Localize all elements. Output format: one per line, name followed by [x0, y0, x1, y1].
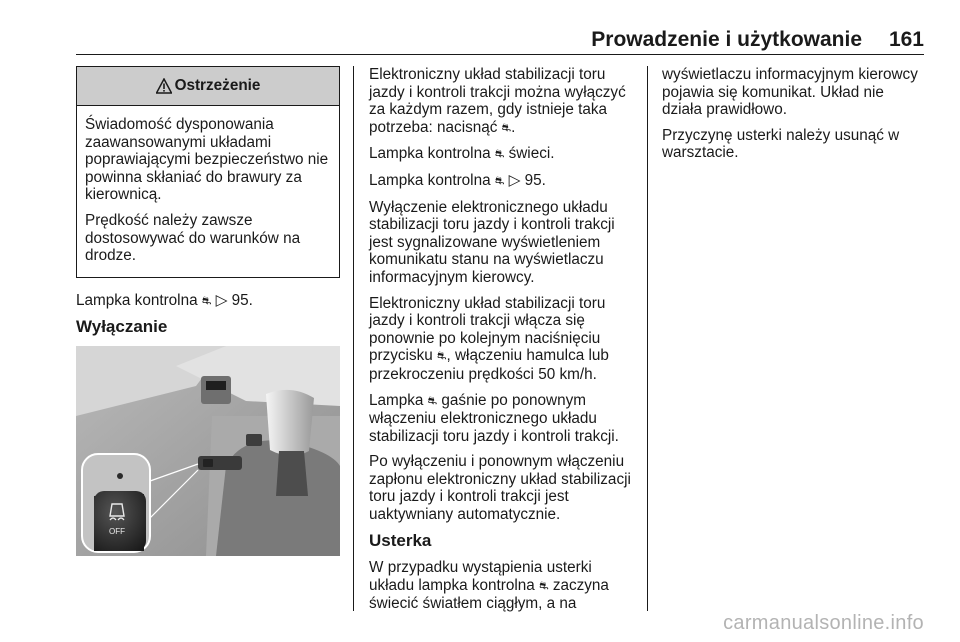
lamp-reference	[76, 292, 340, 311]
esc-button-icon: ⛐	[501, 121, 512, 134]
heading-off: Wyłączanie	[76, 317, 168, 337]
esc-button-icon: ⛐	[437, 350, 447, 363]
text: Lampka kontrolna	[369, 145, 491, 163]
page-header	[76, 28, 924, 55]
text: gaśnie po ponownym włączeniu elektronicznego układu stabilizacji toru jazdy i kontroli trakcji.	[369, 391, 619, 445]
warning-title: Ostrzeżenie	[174, 77, 261, 95]
warning-box	[76, 66, 340, 278]
paragraph: Wyłączenie elektronicznego układu stabilizacji toru jazdy i kontroli trakcji jest sygnalizowane wyświetleniem komunikatu stanu na wyświetlaczu informacyjnym kierowcy.	[369, 198, 615, 286]
page-ref: 95.	[524, 171, 546, 189]
paragraph	[369, 392, 635, 446]
paragraph	[369, 145, 635, 164]
text: , włączeniu hamulca lub przekroczeniu prędkości 50 km/h.	[369, 347, 609, 383]
paragraph	[369, 172, 635, 191]
esc-off-lamp-icon: ⛐	[494, 174, 505, 187]
text: Lampka kontrolna	[369, 171, 491, 189]
column-divider	[647, 66, 648, 611]
watermark: carmanualsonline.info	[723, 612, 924, 634]
column-3	[662, 66, 924, 170]
lamp-ref-text: Lampka kontrolna	[76, 291, 198, 309]
text: Elektroniczny układ stabilizacji toru jazdy i kontroli trakcji można wyłączyć za każdym razem, gdy istnieje taka potrzeba: nacisnąć	[369, 66, 626, 136]
heading-fault: Usterka	[369, 530, 432, 550]
warning-paragraph: Prędkość należy zawsze dostosowywać do warunków na drodze.	[85, 211, 301, 265]
page-ref-arrow-icon: ▷	[215, 291, 228, 309]
text: Elektroniczny układ stabilizacji toru jazdy i kontroli trakcji włącza się ponownie po kolejnym naciśnięciu przycisku	[369, 294, 606, 365]
paragraph: Elektroniczny układ stabilizacji toru jazdy i kontroli trakcji można wyłączyć za każdym razem, gdy istnieje taka potrzeba: nacisnąć ⛐.	[369, 66, 626, 136]
header-title: Prowadzenie i użytkowanie	[591, 28, 862, 51]
paragraph	[369, 559, 635, 613]
page-number: 161	[888, 28, 924, 51]
page-ref-arrow-icon: ▷	[508, 171, 521, 189]
column-1	[76, 66, 340, 556]
off-button-label: OFF	[109, 526, 125, 536]
lamp-ref-page: 95.	[231, 291, 253, 309]
esc-lamp-icon: ⛐	[539, 579, 549, 592]
column-divider	[353, 66, 354, 611]
column-2	[369, 66, 635, 621]
warning-body	[77, 106, 339, 277]
text: W przypadku wystąpienia usterki układu lampka kontrolna	[369, 559, 592, 594]
esc-off-lamp-icon: ⛐	[427, 394, 438, 407]
text: Lampka	[369, 391, 424, 409]
warning-icon	[156, 78, 172, 94]
console-illustration	[76, 346, 340, 556]
warning-paragraph: Świadomość dysponowania zaawansowanymi układami poprawiającymi bezpieczeństwo nie powinna skłaniać do brawury za kierownicą.	[85, 116, 329, 204]
esc-lamp-icon: ⛐	[201, 294, 212, 307]
paragraph: wyświetlaczu informacyjnym kierowcy pojawia się komunikat. Układ nie działa prawidłowo.	[662, 66, 918, 119]
esc-off-lamp-icon: ⛐	[494, 148, 505, 161]
paragraph: Przyczynę usterki należy usunąć w warsztacie.	[662, 126, 900, 162]
warning-header	[77, 67, 339, 106]
text: zaczyna świecić światłem ciągłym, a na	[369, 576, 609, 613]
text: świeci.	[508, 145, 555, 163]
paragraph: Po wyłączeniu i ponownym włączeniu zapłonu elektroniczny układ stabilizacji toru jazdy i kontroli trakcji jest uaktywniany automatycznie.	[369, 453, 631, 524]
paragraph	[369, 295, 635, 384]
